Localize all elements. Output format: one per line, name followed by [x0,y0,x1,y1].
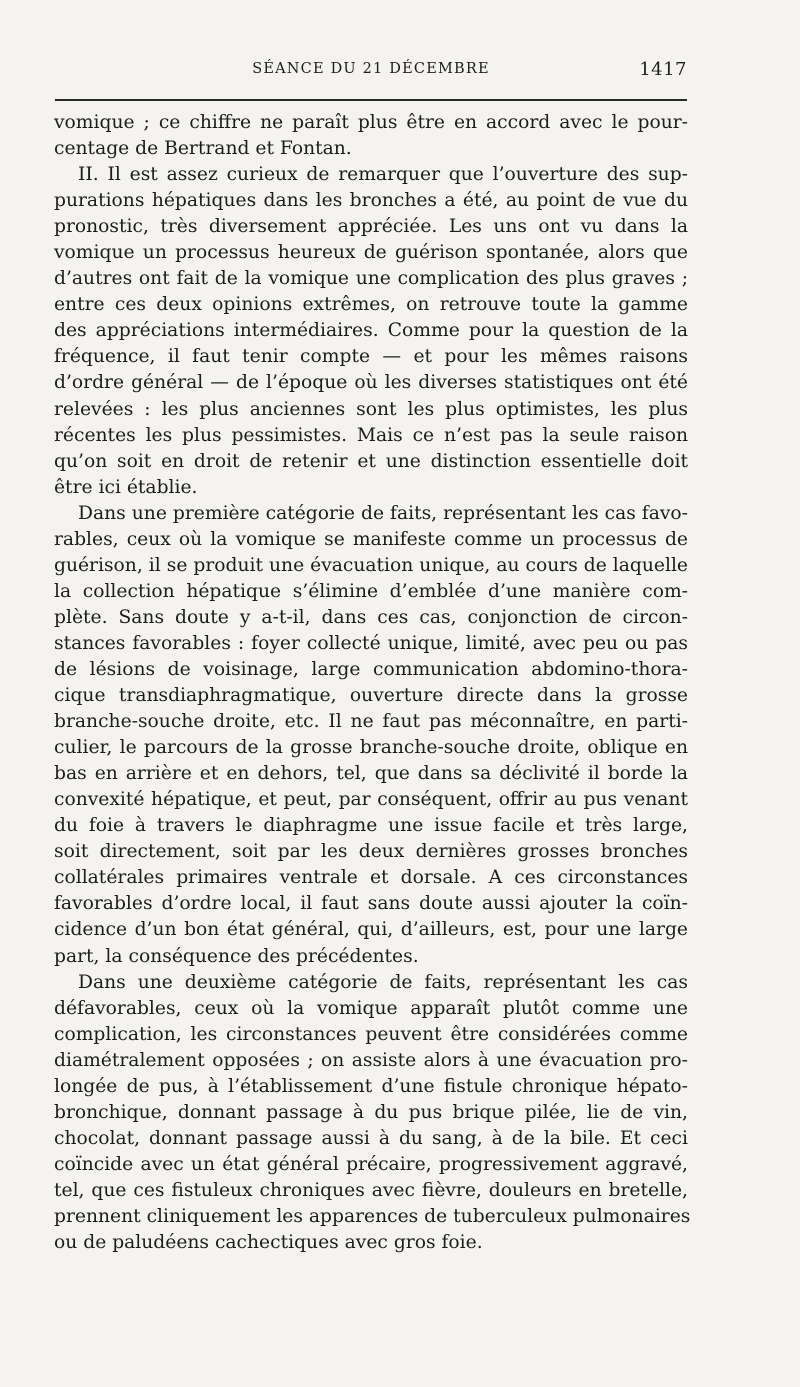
text-line: chocolat, donnant passage aussi à du sang, à de la bile. Et ceci [54,1127,688,1149]
text-line: vomique ; ce chiffre ne paraît plus être en accord avec le pour- [54,112,688,133]
text-line: part, la conséquence des précédentes. [54,945,419,967]
text-line: relevées : les plus anciennes sont les plus optimistes, les plus [54,398,688,420]
text-line: du foie à travers le diaphragme une issue facile et très large, [54,815,688,837]
text-line: qu’on soit en droit de retenir et une distinction essentielle doit [54,450,688,472]
text-line: cidence d’un bon état général, qui, d’ailleurs, est, pour une large [54,919,688,941]
text-line: d’autres ont fait de la vomique une complication des plus graves ; [54,268,688,290]
text-line: Dans une première catégorie de faits, représentant les cas favo- [78,502,688,524]
text-line: Dans une deuxième catégorie de faits, représentant les cas [78,971,688,993]
text-line: récentes les plus pessimistes. Mais ce n’est pas la seule raison [54,424,688,446]
text-line: rables, ceux où la vomique se manifeste comme un processus de [54,528,688,550]
text-line: bronchique, donnant passage à du pus brique pilée, lie de vin, [54,1101,688,1123]
text-line: d’ordre général — de l’époque où les diverses statistiques ont été [54,372,688,394]
text-line: prennent cliniquement les apparences de tuberculeux pulmonaires [54,1205,691,1227]
text-line: favorables d’ordre local, il faut sans doute aussi ajouter la coïn- [54,893,688,915]
text-line: bas en arrière et en dehors, tel, que dans sa déclivité il borde la [54,763,688,785]
text-line: plète. Sans doute y a-t-il, dans ces cas, conjonction de circon- [54,606,688,628]
text-line: purations hépatiques dans les bronches a été, au point de vue du [54,190,688,212]
text-line: convexité hépatique, et peut, par conséquent, offrir au pus venant [54,789,688,811]
text-line: tel, que ces fistuleux chroniques avec fièvre, douleurs en bretelle, [54,1179,688,1201]
text-line: centage de Bertrand et Fontan. [54,138,352,160]
text-line: complication, les circonstances peuvent être considérées comme [54,1023,688,1045]
text-line: guérison, il se produit une évacuation unique, au cours de laquelle [54,554,688,576]
page-number: 1417 [639,59,687,80]
text-line: défavorables, ceux où la vomique apparaît plutôt comme une [54,997,688,1019]
text-line: fréquence, il faut tenir compte — et pour les mêmes raisons [54,346,688,368]
text-line: longée de pus, à l’établissement d’une fistule chronique hépato- [54,1075,688,1097]
header-rule [55,99,687,101]
text-line: cique transdiaphragmatique, ouverture directe dans la grosse [54,685,688,707]
running-title: SÉANCE DU 21 DÉCEMBRE [252,61,490,77]
text-line: coïncide avec un état général précaire, progressivement aggravé, [54,1153,688,1175]
text-line: la collection hépatique s’élimine d’emblée d’une manière com- [54,580,688,602]
text-line: pronostic, très diversement appréciée. Les uns ont vu dans la [54,216,688,238]
text-line: des appréciations intermédiaires. Comme pour la question de la [54,320,688,342]
text-line: être ici établie. [54,476,198,498]
text-line: collatérales primaires ventrale et dorsale. A ces circonstances [54,867,688,889]
page-header [55,58,687,88]
body-text [54,110,691,1256]
text-line: II. Il est assez curieux de remarquer que l’ouverture des sup- [78,164,688,186]
text-line: culier, le parcours de la grosse branche-souche droite, oblique en [54,737,688,759]
text-line: entre ces deux opinions extrêmes, on retrouve toute la gamme [54,294,688,316]
text-line: de lésions de voisinage, large communication abdomino-thora- [54,658,688,680]
text-line: ou de paludéens cachectiques avec gros foie. [54,1232,483,1254]
text-line: stances favorables : foyer collecté unique, limité, avec peu ou pas [54,632,688,654]
text-line: diamétralement opposées ; on assiste alors à une évacuation pro- [54,1049,688,1071]
text-line: branche-souche droite, etc. Il ne faut pas méconnaître, en parti- [54,711,688,733]
text-line: soit directement, soit par les deux dernières grosses bronches [54,841,688,863]
text-line: vomique un processus heureux de guérison spontanée, alors que [54,242,688,264]
